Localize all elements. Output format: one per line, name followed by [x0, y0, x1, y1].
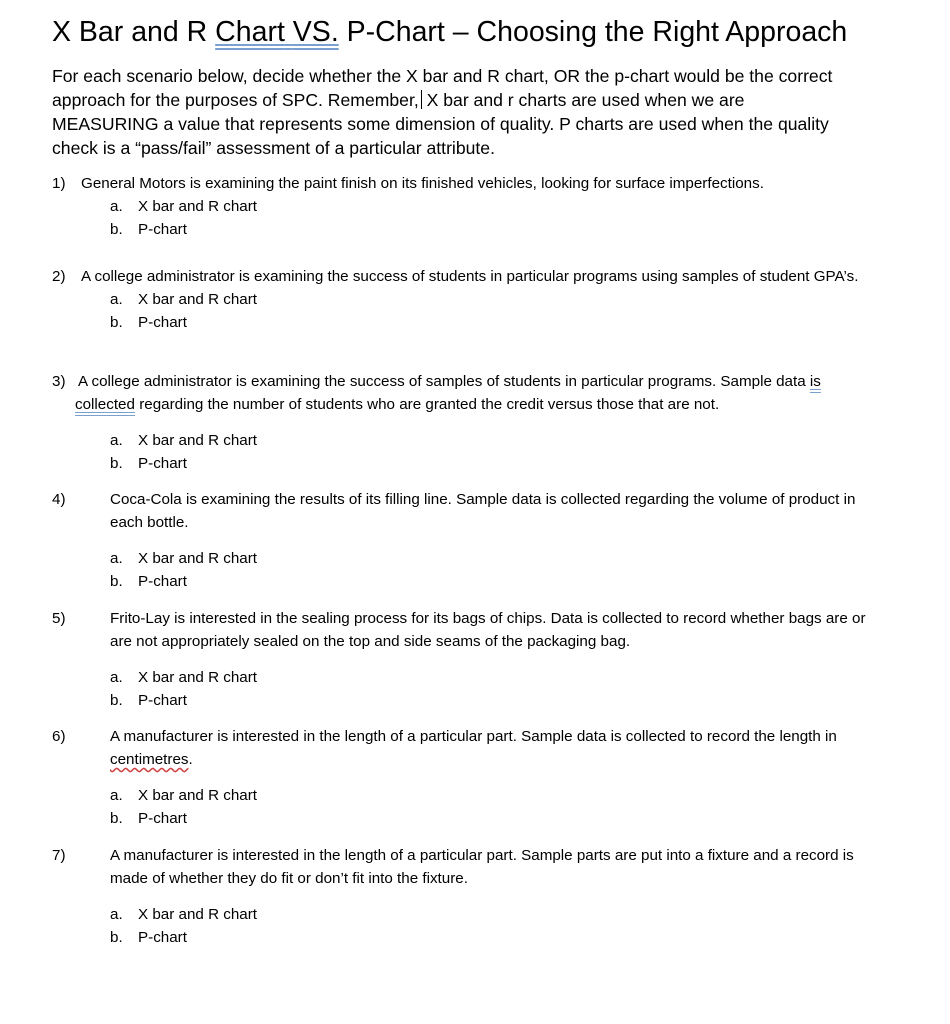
- option-text: X bar and R chart: [138, 291, 258, 308]
- option-text: P-chart: [138, 314, 187, 331]
- option-letter: b.: [110, 314, 123, 331]
- option-letter: a.: [110, 787, 123, 804]
- page-title: [52, 14, 847, 50]
- option-letter: a.: [110, 669, 123, 686]
- question-number: 7): [52, 847, 66, 864]
- option-text: P-chart: [138, 810, 187, 827]
- question-text: A college administrator is examining the success of samples of students in particular programs. Sample data: [78, 373, 810, 390]
- question-text: regarding the number of students who are granted the credit versus those that are not.: [139, 396, 720, 413]
- option-letter: a.: [110, 550, 123, 567]
- grammar-flag-is: is: [809, 373, 821, 390]
- intro-line-3: MEASURING a value that represents some dimension of quality. P charts are used when the quality: [52, 114, 829, 134]
- question-number: 4): [52, 491, 66, 508]
- option-letter: b.: [110, 221, 123, 238]
- option-text: P-chart: [138, 455, 187, 472]
- option-text: P-chart: [138, 221, 187, 238]
- option-letter: b.: [110, 810, 123, 827]
- question-text: A manufacturer is interested in the length of a particular part. Sample data is collected to record the length in: [110, 728, 837, 745]
- spelling-flag-centimetres: centimetres: [110, 751, 189, 768]
- option-letter: a.: [110, 906, 123, 923]
- title-space: [285, 16, 293, 48]
- option-letter: b.: [110, 929, 123, 946]
- option-text: X bar and R chart: [138, 906, 258, 923]
- option-text: P-chart: [138, 929, 187, 946]
- question-text: Frito-Lay is interested in the sealing process for its bags of chips. Data is collected to record whether bags are or: [110, 610, 866, 627]
- intro-line-1: For each scenario below, decide whether the X bar and R chart, OR the p-chart would be the correct: [52, 66, 833, 86]
- option-text: P-chart: [138, 573, 187, 590]
- title-chart-word: [215, 16, 339, 48]
- question-text: .: [188, 751, 193, 768]
- grammar-flag-collected: collected: [75, 396, 135, 413]
- option-letter: a.: [110, 432, 123, 449]
- option-letter: a.: [110, 291, 123, 308]
- question-text-line-2: [75, 393, 719, 416]
- option-letter: a.: [110, 198, 123, 215]
- question-text: General Motors is examining the paint finish on its finished vehicles, looking for surface imperfections.: [81, 175, 764, 192]
- question-text: each bottle.: [110, 514, 189, 531]
- question-text-line-2: [110, 748, 193, 771]
- option-letter: b.: [110, 692, 123, 709]
- question-text: A college administrator is examining the success of students in particular programs using samples of student GPA’s.: [81, 268, 859, 285]
- option-text: X bar and R chart: [138, 669, 258, 686]
- option-text: P-chart: [138, 692, 187, 709]
- title-chart-word-text: Chart: [215, 16, 285, 48]
- option-text: X bar and R chart: [138, 432, 258, 449]
- option-text: X bar and R chart: [138, 550, 258, 567]
- question-text: A manufacturer is interested in the length of a particular part. Sample parts are put into a fixture and a record is: [110, 847, 854, 864]
- question-text: are not appropriately sealed on the top and side seams of the packaging bag.: [110, 633, 631, 650]
- option-letter: b.: [110, 573, 123, 590]
- intro-line-2b: X bar and r charts are used when we are: [421, 90, 745, 110]
- title-vs-word: VS.: [292, 16, 339, 48]
- option-text: X bar and R chart: [138, 198, 258, 215]
- question-text: Coca-Cola is examining the results of its filling line. Sample data is collected regarding the volume of product in: [110, 491, 856, 508]
- question-number: 2): [52, 268, 66, 285]
- title-text-end: P-Chart – Choosing the Right Approach: [338, 16, 848, 48]
- intro-line-2: [52, 88, 932, 112]
- title-text-start: X Bar and R: [52, 16, 216, 48]
- question-number: 3): [52, 373, 66, 390]
- option-letter: b.: [110, 455, 123, 472]
- option-text: X bar and R chart: [138, 787, 258, 804]
- question-text-line-1: [78, 370, 821, 393]
- intro-line-4: check is a “pass/fail” assessment of a particular attribute.: [52, 138, 495, 158]
- question-number: 5): [52, 610, 66, 627]
- question-text: made of whether they do fit or don’t fit into the fixture.: [110, 870, 468, 887]
- instructions-paragraph: [52, 64, 932, 160]
- question-number: 6): [52, 728, 66, 745]
- question-number: 1): [52, 175, 66, 192]
- intro-line-2a: approach for the purposes of SPC. Remember,: [52, 90, 419, 110]
